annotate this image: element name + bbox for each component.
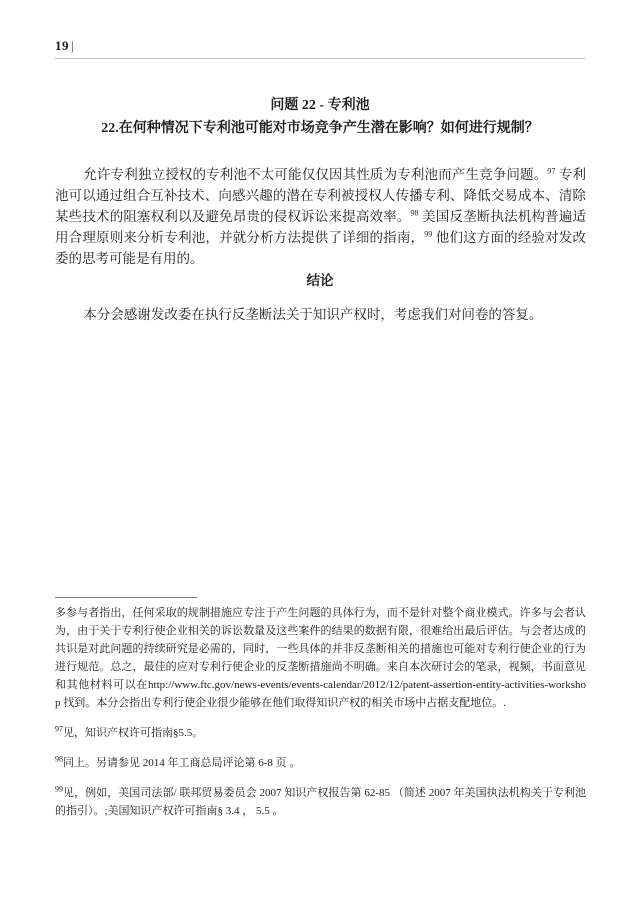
question-title: 问题 22 - 专利池 [270, 98, 370, 113]
footnote-97-marker: 97 [55, 724, 63, 734]
footnote-99 [55, 784, 586, 820]
conclusion-paragraph: 本分会感谢发改委在执行反垄断法关于知识产权时，考虑我们对问卷的答复。 [83, 307, 543, 322]
page-number-divider: | [71, 38, 75, 53]
footnote-97-text: 见，知识产权许可指南§5.5。 [63, 727, 204, 739]
footnote-98-marker: 98 [55, 754, 63, 764]
footnote-ref-99: 99 [424, 229, 433, 239]
page-number: 19 [55, 38, 69, 53]
text-run: 允许专利独立授权的专利池不太可能仅仅因其性质为专利池而产生竞争问题。 [83, 167, 548, 182]
text-run: 美国反垄断执法机构普遍适用合理原则来分析专利池，并就分析方法提供了详细的指南， [55, 209, 587, 245]
footnote-continuation [55, 604, 586, 712]
footnote-98 [55, 754, 586, 772]
footnote-ref-97: 97 [547, 166, 556, 176]
footnote-98-text: 同上。另请参见 2014 年工商总局评论第 6-8 页 。 [63, 757, 301, 769]
main-paragraph [55, 164, 586, 269]
footnote-separator-rule [55, 597, 197, 598]
text-run: 他们这方面的经验对发改委的思考可能是有用的。 [55, 230, 587, 266]
text-run: 多参与者指出，任何采取的规制措施应专注于产生问题的具体行为，而不是针对整个商业模式。许多与会者认为，由于关于专利行使企业相关的诉讼数量及这些案件的结果的数据有限，很难给出最后评估。与会者达成的共识是对此问题的持续研究是必需的，同时，一些具体的并非反垄断相关的措施也可能对专利行使企业的行为进行规范。总之，最佳的应对专利行使企业的反垄断措施尚不明确。来自本次研讨会的笔录，视频，书面意见和其他材料可以在 [55, 607, 586, 691]
footnote-ref-98: 98 [410, 208, 419, 218]
running-header [55, 38, 585, 59]
text-run: 专利池可以通过组合互补技术、向感兴趣的潜在专利被授权人传播专利、降低交易成本、清除某些技术的阻塞权利以及避免昂贵的侵权诉讼来提高效率。 [55, 167, 587, 224]
ftc-workshop-url[interactable]: http://www.ftc.gov/news-events/events-calendar/2012/12/patent-assertion-entity-activities-workshop [55, 679, 586, 709]
text-run: 找到。本分会指出专利行使企业很少能够在他们取得知识产权的相关市场中占据支配地位。. [60, 697, 506, 709]
footnote-99-marker: 99 [55, 784, 63, 794]
question-subtitle: 22.在何种情况下专利池可能对市场竞争产生潜在影响？如何进行规制？ [101, 121, 539, 136]
footnote-97 [55, 724, 586, 742]
footnote-99-text: 见，例如，美国司法部/ 联邦贸易委员会 2007 知识产权报告第 62-85 （简述 2007 年美国执法机构关于专利池的指引）。;美国知识产权许可指南§ 3.4 ， 5.5 。 [55, 787, 586, 817]
conclusion-heading: 结论 [306, 273, 334, 288]
footnotes-section [55, 597, 586, 832]
